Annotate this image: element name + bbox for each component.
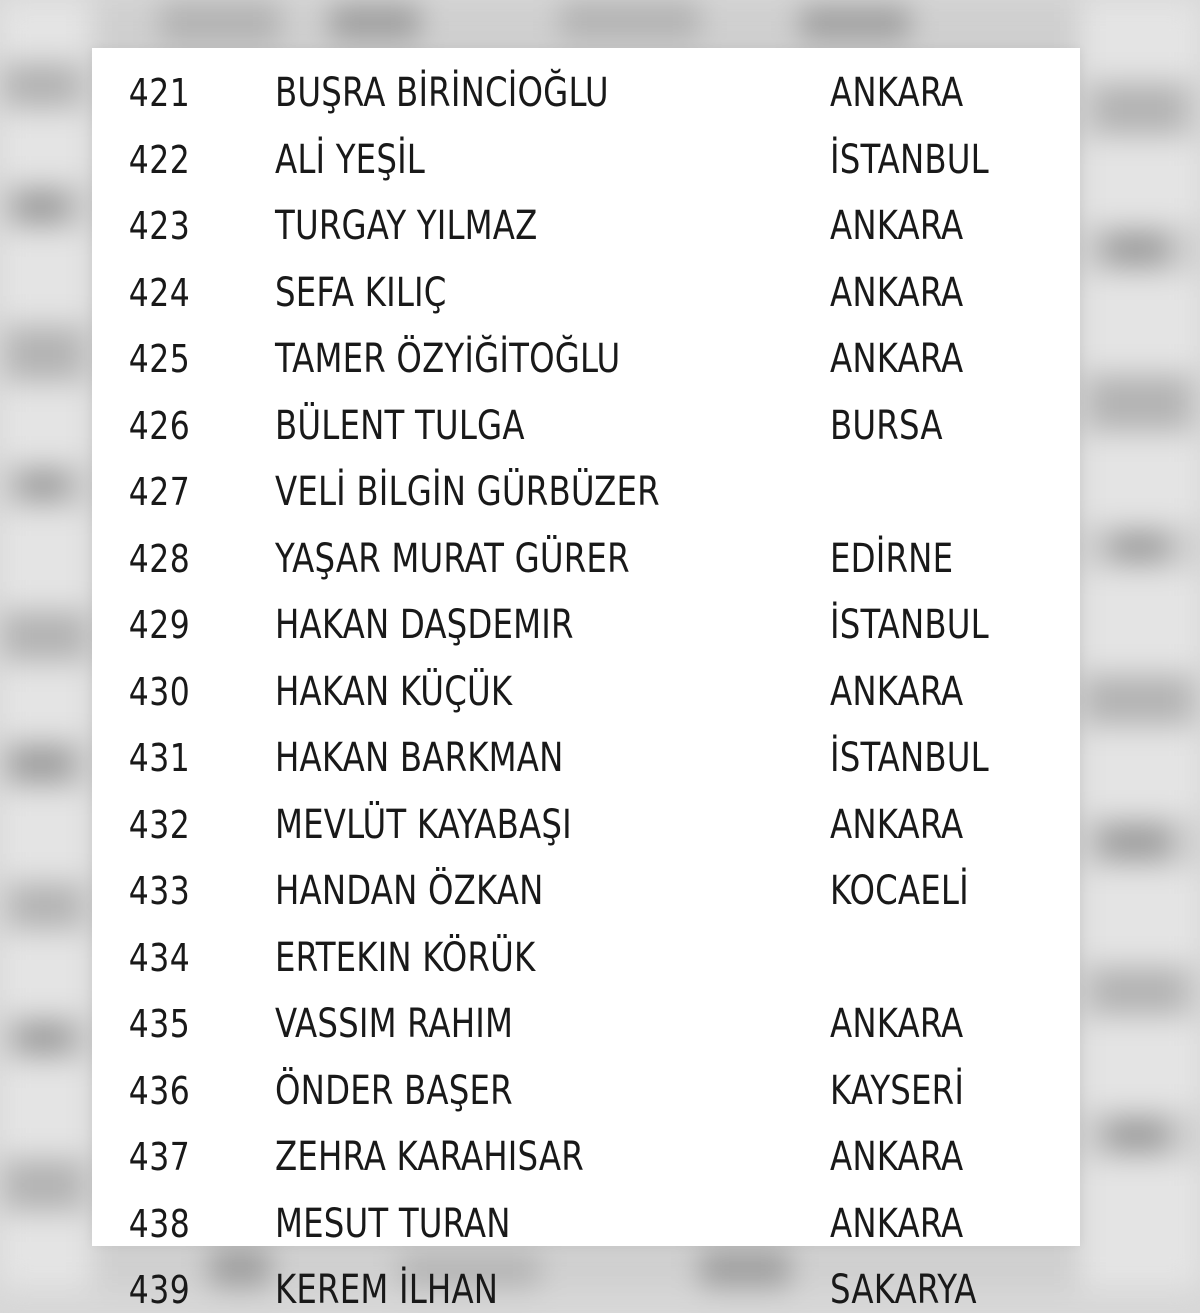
row-person-name: BÜLENT TULGA: [275, 402, 525, 449]
row-city: ANKARA: [830, 801, 964, 848]
row-number: 432: [128, 802, 191, 847]
table-row: [92, 270, 1080, 337]
row-person-name: ZEHRA KARAHISAR: [275, 1134, 584, 1180]
row-person-name: HAKAN KÜÇÜK: [275, 668, 513, 715]
row-number: 424: [128, 270, 191, 315]
row-city: SAKARYA: [830, 1267, 977, 1313]
table-row: [92, 403, 1080, 470]
table-row: [92, 1134, 1080, 1201]
row-number: 434: [128, 935, 191, 980]
row-number: 428: [128, 536, 191, 581]
row-city: KOCAELİ: [830, 868, 969, 914]
row-person-name: HAKAN DAŞDEMIR: [275, 602, 574, 648]
row-person-name: YAŞAR MURAT GÜRER: [275, 535, 630, 582]
scanned-page: [92, 48, 1080, 1313]
row-person-name: ÖNDER BAŞER: [275, 1067, 513, 1114]
table-row: [92, 1267, 1080, 1313]
row-number: 439: [128, 1268, 191, 1312]
row-city: EDİRNE: [830, 535, 954, 582]
row-person-name: ALİ YEŞİL: [275, 136, 426, 183]
row-city: ANKARA: [830, 70, 964, 116]
row-city: ANKARA: [830, 668, 964, 715]
row-city: ANKARA: [830, 1134, 964, 1180]
table-row: [92, 469, 1080, 536]
row-person-name: VASSIM RAHIM: [275, 1001, 514, 1047]
table-row: [92, 70, 1080, 137]
table-row: [92, 203, 1080, 270]
row-person-name: ERTEKIN KÖRÜK: [275, 934, 536, 981]
row-city: İSTANBUL: [830, 602, 989, 648]
row-person-name: MESUT TURAN: [275, 1200, 511, 1247]
row-person-name: VELİ BİLGİN GÜRBÜZER: [275, 469, 660, 515]
row-person-name: HAKAN BARKMAN: [275, 735, 564, 781]
row-number: 426: [128, 403, 191, 448]
row-city: ANKARA: [830, 203, 964, 249]
row-person-name: HANDAN ÖZKAN: [275, 868, 544, 914]
table-row: [92, 1001, 1080, 1068]
table-row: [92, 868, 1080, 935]
row-number: 436: [128, 1068, 191, 1113]
table-row: [92, 1068, 1080, 1135]
row-number: 425: [128, 337, 191, 381]
table-row: [92, 802, 1080, 869]
row-city: İSTANBUL: [830, 136, 989, 183]
table-row: [92, 1201, 1080, 1268]
row-city: BURSA: [830, 402, 943, 449]
row-number: 433: [128, 869, 191, 913]
row-number: 437: [128, 1135, 191, 1179]
row-city: ANKARA: [830, 269, 964, 316]
row-number: 438: [128, 1201, 191, 1246]
row-number: 423: [128, 204, 191, 248]
table-row: [92, 602, 1080, 669]
row-number: 427: [128, 470, 191, 514]
row-person-name: TAMER ÖZYİĞİTOĞLU: [275, 336, 621, 382]
row-person-name: TURGAY YILMAZ: [275, 203, 538, 249]
row-person-name: SEFA KILIÇ: [275, 269, 447, 316]
row-number: 430: [128, 669, 191, 714]
row-number: 435: [128, 1002, 191, 1046]
row-city: İSTANBUL: [830, 735, 989, 781]
table-row: [92, 137, 1080, 204]
table-row: [92, 536, 1080, 603]
row-city: ANKARA: [830, 336, 964, 382]
row-number: 429: [128, 603, 191, 647]
row-person-name: BUŞRA BİRİNCİOĞLU: [275, 70, 609, 116]
table-row: [92, 935, 1080, 1002]
row-city: ANKARA: [830, 1200, 964, 1247]
row-city: ANKARA: [830, 1001, 964, 1047]
row-number: 431: [128, 736, 191, 780]
table-row: [92, 336, 1080, 403]
name-list-table: [92, 70, 1080, 1313]
row-city: KAYSERİ: [830, 1067, 965, 1114]
table-row: [92, 669, 1080, 736]
row-number: 421: [128, 71, 191, 115]
row-number: 422: [128, 137, 191, 182]
row-person-name: KEREM İLHAN: [275, 1267, 499, 1313]
table-row: [92, 735, 1080, 802]
row-person-name: MEVLÜT KAYABAŞI: [275, 801, 572, 848]
